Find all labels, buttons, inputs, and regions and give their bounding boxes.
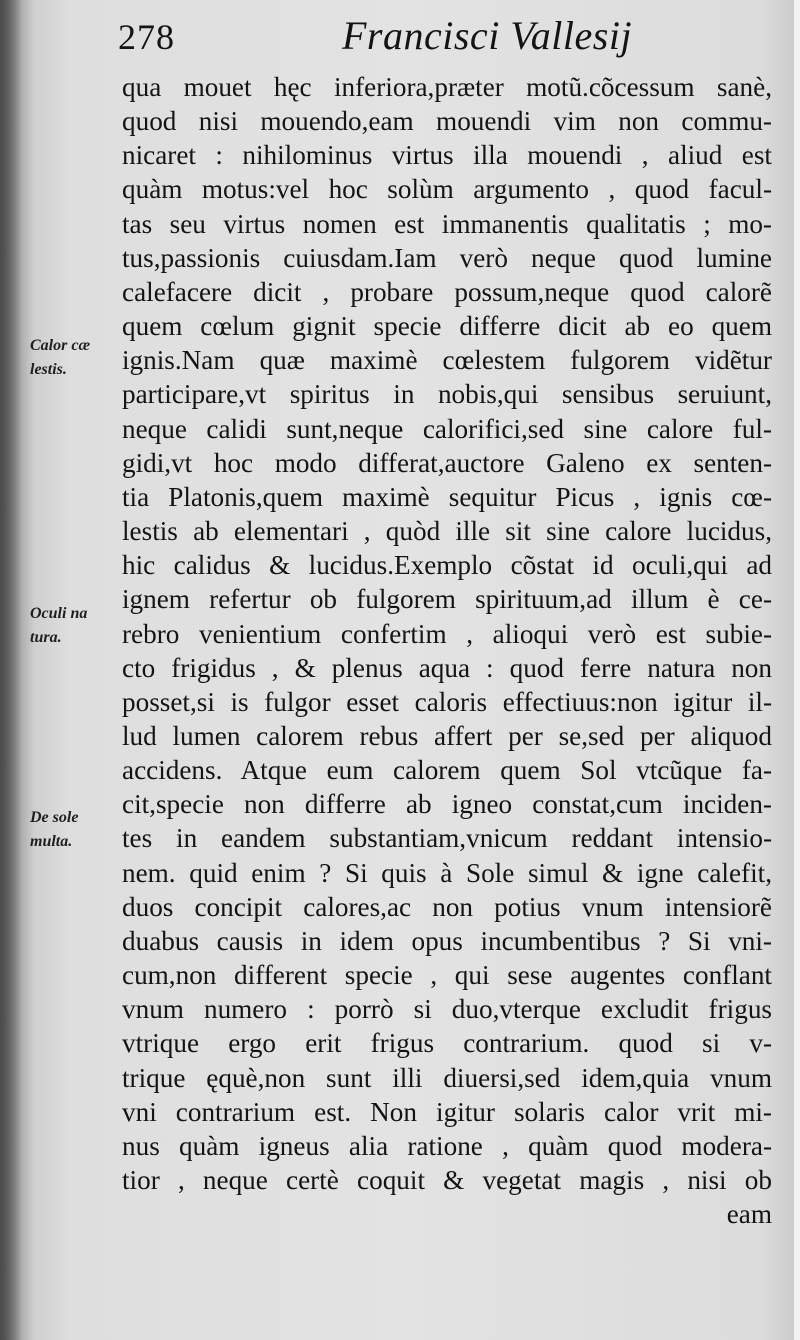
text-line: posset,si is fulgor esset caloris effectiuus:non igitur il-	[122, 686, 772, 717]
text-line: duabus causis in idem opus incumbentibus ? Si vni-	[122, 925, 772, 956]
text-line: neque calidi sunt,neque calorifici,sed sine calore ful-	[122, 413, 772, 444]
text-line: vnum numero : porrò si duo,vterque excludit frigus	[122, 994, 772, 1025]
text-line: duos concipit calores,ac non potius vnum intensiorẽ	[122, 891, 772, 922]
text-line: calefacere dicit , probare possum,neque quod calorẽ	[122, 276, 772, 307]
margin-note-line: De sole	[30, 809, 79, 826]
text-line: nem. quid enim ? Si quis à Sole simul & igne calefit,	[122, 857, 772, 888]
margin-note-line: tura.	[30, 629, 62, 646]
text-line: tior , neque certè coquit & vegetat magis , nisi ob	[122, 1165, 772, 1195]
margin-note-line: multa.	[30, 833, 73, 850]
text-line: hic calidus & lucidus.Exemplo cõstat id oculi,qui ad	[122, 550, 772, 581]
page-edge	[794, 0, 800, 1340]
text-line: quod nisi mouendo,eam mouendi vim non commu-	[122, 106, 772, 137]
text-line: nus quàm igneus alia ratione , quàm quod modera-	[122, 1130, 772, 1161]
text-line: gidi,vt hoc modo differat,auctore Galeno ex senten-	[122, 447, 772, 478]
body-text	[122, 70, 772, 1231]
text-line: lud lumen calorem rebus affert per se,sed per aliquod	[122, 720, 772, 751]
margin-note-oculi-natura	[30, 602, 122, 650]
text-line: ignis.Nam quæ maximè cœlestem fulgorem vidẽtur	[122, 345, 772, 376]
text-line: cum,non different specie , qui sese augentes conflant	[122, 960, 772, 991]
text-line: cit,specie non differre ab igneo constat,cum inciden-	[122, 789, 772, 820]
text-line: tes in eandem substantiam,vnicum reddant intensio-	[122, 823, 772, 854]
text-line: vni contrarium est. Non igitur solaris calor vrit mi-	[122, 1096, 772, 1127]
text-line: accidens. Atque eum calorem quem Sol vtcũque fa-	[122, 755, 772, 786]
running-head: Francisci Vallesij	[342, 13, 633, 58]
text-line: vtrique ergo erit frigus contrarium. quod si v-	[122, 1028, 772, 1059]
page-header	[116, 6, 776, 66]
text-line: tas seu virtus nomen est immanentis qualitatis ; mo-	[122, 208, 772, 239]
text-line: cto frigidus , & plenus aqua : quod ferre natura non	[122, 652, 772, 683]
page-number: 278	[118, 17, 175, 57]
text-line: lestis ab elementari , quòd ille sit sine calore lucidus,	[122, 516, 772, 547]
margin-note-calor-caelestis	[30, 334, 122, 382]
gutter-shadow	[0, 0, 22, 1340]
text-line: ignem refertur ob fulgorem spirituum,ad illum è ce-	[122, 584, 772, 615]
margin-note-line: lestis.	[30, 361, 67, 378]
margin-note-line: Oculi na	[30, 605, 88, 622]
text-line: qua mouet hęc inferiora,præter motũ.cõcessum sanè,	[122, 72, 772, 102]
margin-note-line: Calor cæ	[30, 337, 90, 354]
text-line: trique ęquè,non sunt illi diuersi,sed idem,quia vnum	[122, 1062, 772, 1093]
margin-note-de-sole-multa	[30, 806, 122, 854]
text-line: eam	[726, 1199, 772, 1230]
text-line: tus,passionis cuiusdam.Iam verò neque quod lumine	[122, 242, 772, 273]
text-line: participare,vt spiritus in nobis,qui sensibus seruiunt,	[122, 379, 772, 410]
text-line: rebro venientium confertim , alioqui verò est subie-	[122, 618, 772, 649]
text-line: nicaret : nihilominus virtus illa mouendi , aliud est	[122, 140, 772, 171]
text-line: quem cœlum gignit specie differre dicit ab eo quem	[122, 311, 772, 342]
text-line: quàm motus:vel hoc solùm argumento , quod facul-	[122, 174, 772, 205]
text-line: tia Platonis,quem maximè sequitur Picus , ignis cœ-	[122, 481, 772, 512]
